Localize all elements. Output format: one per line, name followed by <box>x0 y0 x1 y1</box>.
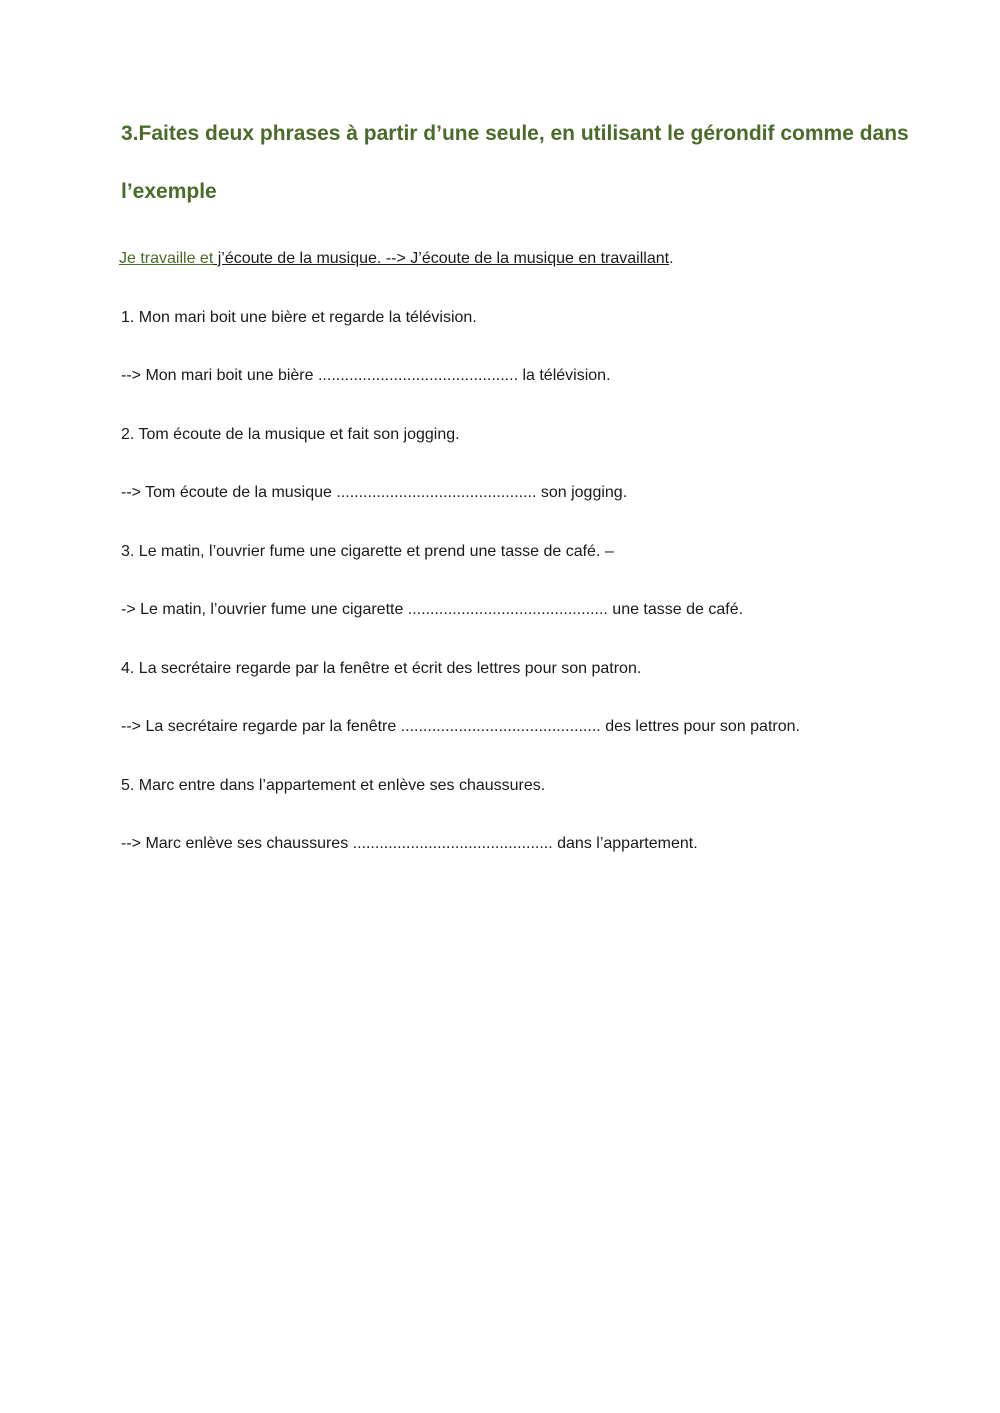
exercise-1-prompt: 1. Mon mari boit une bière et regarde la télévision. <box>121 309 477 326</box>
exercise-3-prompt: 3. Le matin, l’ouvrier fume une cigarette et prend une tasse de café. – <box>121 543 614 560</box>
exercise-1-answer: --> Mon mari boit une bière ............................................. la télévision. <box>121 367 611 384</box>
exercise-2-answer: --> Tom écoute de la musique ............................................. son jogging. <box>121 484 628 501</box>
exercise-4-prompt: 4. La secrétaire regarde par la fenêtre et écrit des lettres pour son patron. <box>121 660 642 677</box>
exercise-5-answer: --> Marc enlève ses chaussures ............................................. dans l’appartement. <box>121 835 698 852</box>
exercise-2-prompt: 2. Tom écoute de la musique et fait son jogging. <box>121 426 460 443</box>
exercise-4-answer: --> La secrétaire regarde par la fenêtre ............................................. des lettres pour son patron. <box>121 718 800 735</box>
example-sentence <box>119 250 674 268</box>
example-underlined-part: j’écoute de la musique. --> J’écoute de la musique en travaillant <box>213 250 670 267</box>
exercise-title-line-1: 3.Faites deux phrases à partir d’une seule, en utilisant le gérondif comme dans <box>121 122 909 145</box>
example-end: . <box>669 250 674 267</box>
exercise-3-answer: -> Le matin, l’ouvrier fume une cigarette ............................................. une tasse de café. <box>121 601 744 618</box>
exercise-title-line-2: l’exemple <box>121 180 217 203</box>
exercise-5-prompt: 5. Marc entre dans l’appartement et enlève ses chaussures. <box>121 777 546 794</box>
example-green-part: Je travaille et <box>119 250 214 267</box>
